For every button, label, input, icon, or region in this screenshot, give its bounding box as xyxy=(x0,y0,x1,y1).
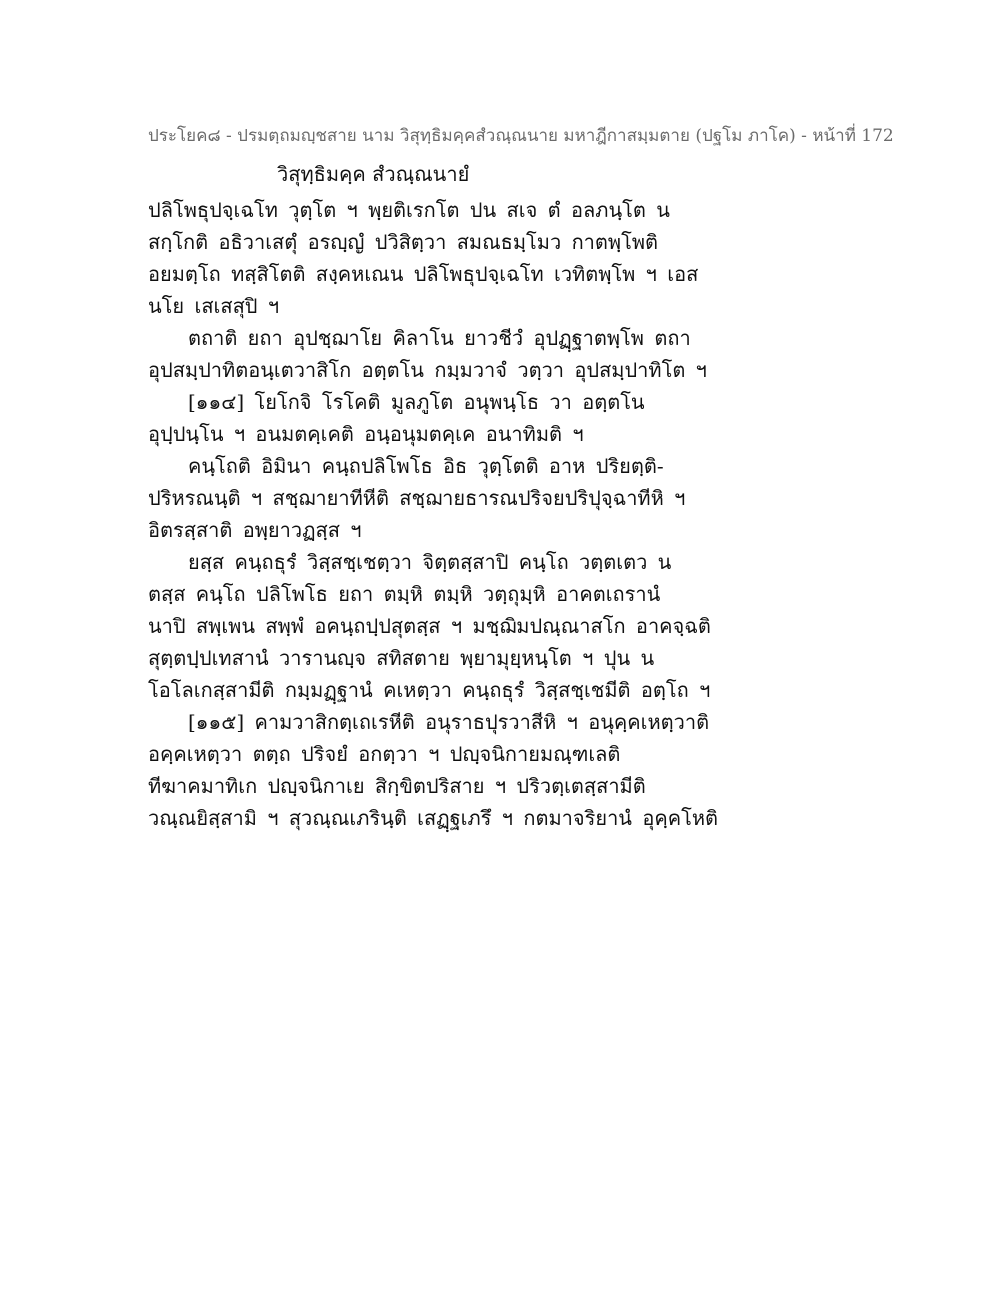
text-line: ปลิโพธุปจฺเฉโท วุตฺโต ฯ พฺยติเรกโต ปน สเจ ตํ อลภนฺโต น xyxy=(148,198,670,222)
text-line: อคฺคเหตฺวา ตตฺถ ปริจยํ อกตฺวา ฯ ปญฺจนิกายมณฺฑเลติ xyxy=(148,742,621,766)
text-line: วณฺณยิสฺสามิ ฯ สุวณฺณเภรินฺติ เสฏฺฐเภรึ ฯ กตมาจริยานํ อุคฺคโหติ xyxy=(148,806,719,830)
text-line: ยสฺส คนฺถธุรํ วิสฺสชฺเชตฺวา จิตฺตสฺสาปิ คนฺโถ วตฺตเตว น xyxy=(188,550,672,574)
text-line: นโย เสเสสุปิ ฯ xyxy=(148,294,280,318)
text-line: ทีฆาคมาทิเก ปญฺจนิกาเย สิกฺขิตปริสาย ฯ ปริวตฺเตสฺสามีติ xyxy=(148,774,646,798)
text-line: อุปสมฺปาทิตอนฺเตวาสิโก อตฺตโน กมฺมวาจํ วตฺวา อุปสมฺปาทิโต ฯ xyxy=(148,358,707,382)
text-line: คนฺโถติ อิมินา คนฺถปลิโพโธ อิธ วุตฺโตติ อาห ปริยตฺติ- xyxy=(188,454,664,478)
text-line: นาปิ สพฺเพน สพฺพํ อคนฺถปฺปสุตสฺส ฯ มชฺฌิมปณฺณาสโก อาคจฺฉติ xyxy=(148,614,711,638)
text-line: อุปฺปนฺโน ฯ อนมตคฺเคติ อนฺอนุมตคฺเค อนาทิมติ ฯ xyxy=(148,422,584,446)
text-line: [๑๑๕] คามวาสิกตฺเถเรหีติ อนุราธปุรวาสีหิ ฯ อนุคฺคเหตฺวาติ xyxy=(188,710,710,734)
text-line: ปริหรณนฺติ ฯ สชฺฌายาทีหีติ สชฺฌายธารณปริจยปริปุจฺฉาทีหิ ฯ xyxy=(148,486,686,510)
text-line: อยมตฺโถ ทสฺสิโตติ สงฺคหเณน ปลิโพธุปจฺเฉโท เวทิตพฺโพ ฯ เอส xyxy=(148,262,699,286)
text-line: [๑๑๔] โยโกจิ โรโคติ มูลภูโต อนุพนฺโธ วา อตฺตโน xyxy=(188,390,645,414)
text-line: โอโลเกสฺสามีติ กมฺมฏฺฐานํ คเหตฺวา คนฺถธุรํ วิสฺสชฺเชมีติ อตฺโถ ฯ xyxy=(148,678,711,702)
text-line: สกฺโกติ อธิวาเสตุํ อรญฺญํ ปวิสิตฺวา สมณธมฺโมว กาตพฺโพติ xyxy=(148,230,658,254)
text-line: ตสฺส คนฺโถ ปลิโพโธ ยถา ตมฺหิ ตมฺหิ วตฺถุมฺหิ อาคตเถรานํ xyxy=(148,582,661,606)
text-line: อิตรสฺสาติ อพฺยาวฏสฺส ฯ xyxy=(148,518,362,542)
body-text xyxy=(148,194,748,834)
text-line: ตถาติ ยถา อุปชฺฌาโย คิลาโน ยาวชีวํ อุปฏฺฐาตพฺโพ ตถา xyxy=(188,326,691,350)
section-title: วิสุทฺธิมคฺค สํวณฺณนายํ xyxy=(277,162,470,186)
running-header: ประโยค๘ - ปรมตฺถมญฺชสาย นาม วิสุทฺธิมคฺคสํวณฺณนาย มหาฎีกาสมฺมตาย (ปฐโม ภาโค) - หน้าที่ 172 xyxy=(148,126,894,146)
text-line: สุตฺตปฺปเทสานํ วารานญฺจ สทิสตาย พฺยามุยฺหนฺโต ฯ ปุน น xyxy=(148,646,655,670)
